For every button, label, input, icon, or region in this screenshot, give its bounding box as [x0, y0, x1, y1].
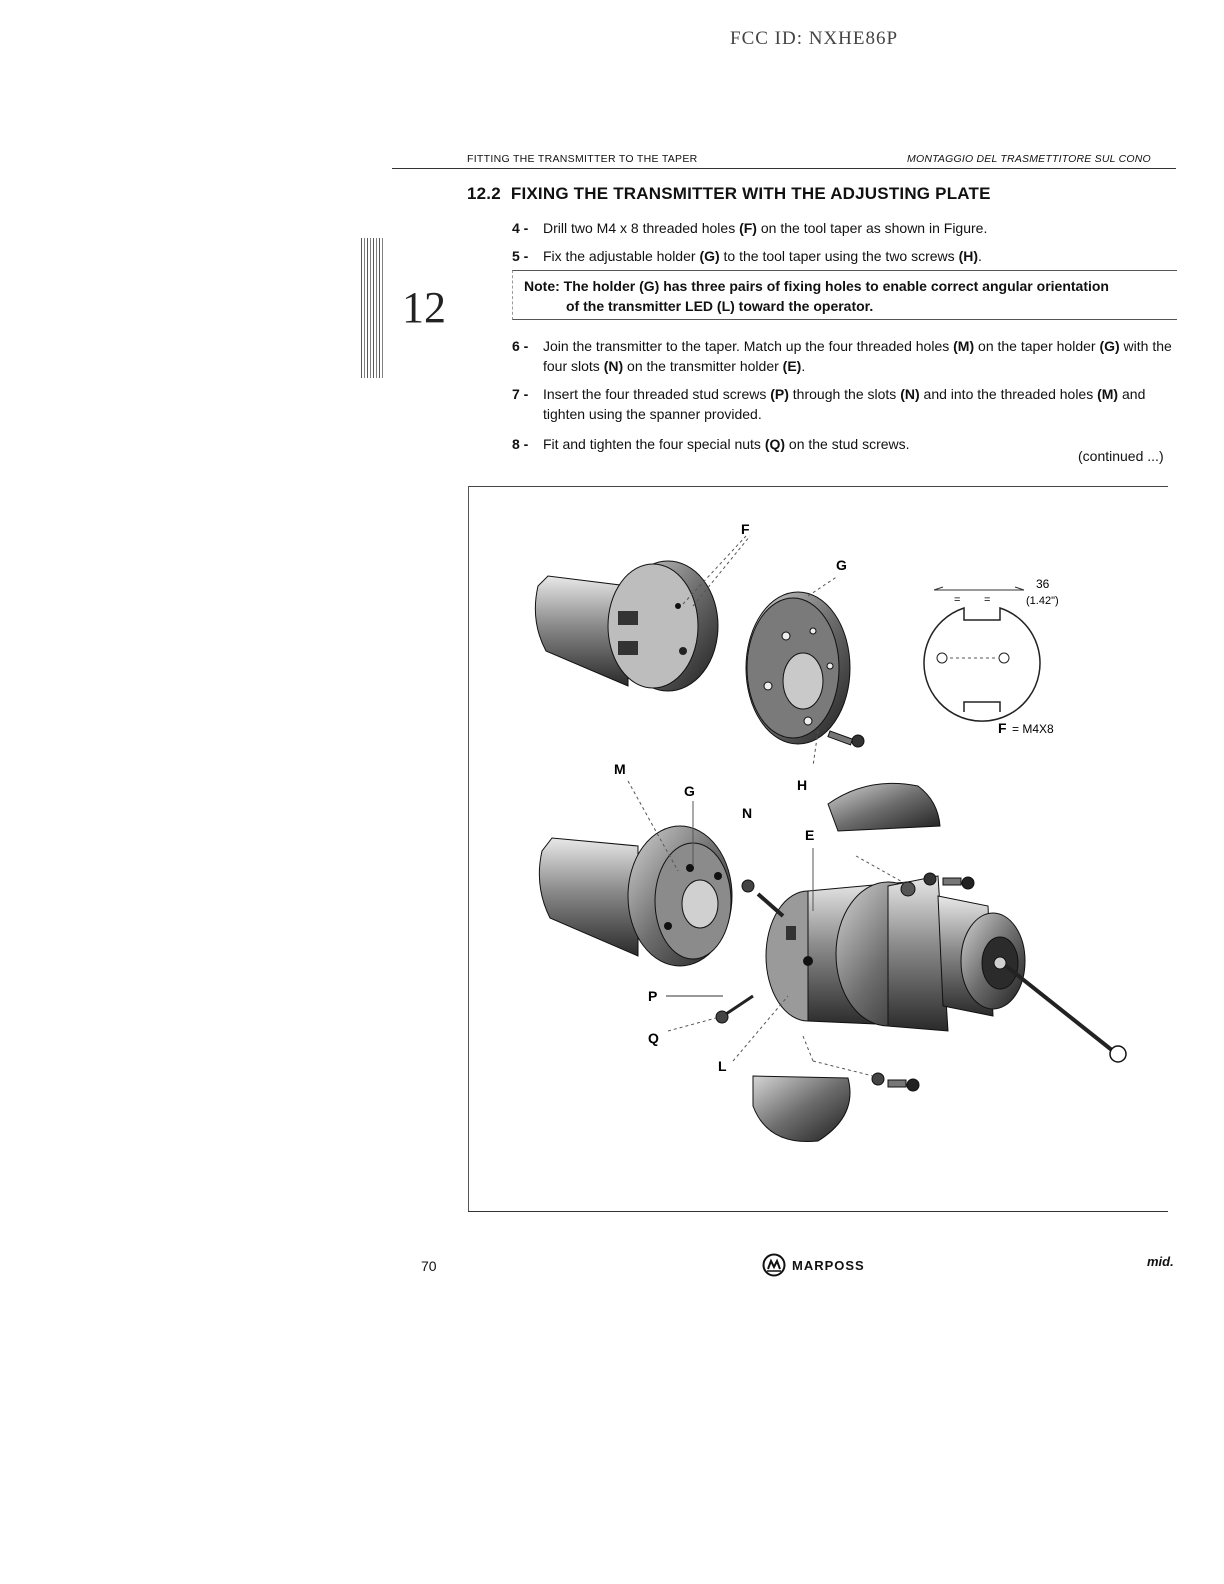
step-number: 5 - [512, 248, 529, 264]
continued-note: (continued ...) [1078, 448, 1164, 464]
section-title [467, 184, 991, 204]
top-shell-cover [828, 783, 940, 831]
label-f: F [741, 521, 750, 537]
step-text: Fix the adjustable holder (G) to the tool taper using the two screws (H). [543, 248, 982, 264]
step-number: 8 - [512, 436, 529, 452]
step-5 [512, 246, 1182, 266]
note-line-2: of the transmitter LED (L) toward the operator. [566, 298, 874, 314]
section-heading: FIXING THE TRANSMITTER WITH THE ADJUSTING PLATE [510, 184, 991, 203]
top-tool-taper [535, 561, 718, 691]
exploded-assembly-figure [468, 486, 1168, 1212]
hole-detail-drawing [924, 577, 1059, 736]
dimension-mm: 36 [1036, 577, 1050, 591]
bottom-tool-taper [539, 826, 732, 966]
label-n: N [742, 805, 753, 821]
label-l: L [718, 1058, 727, 1074]
header-rule [392, 168, 1176, 169]
label-q: Q [648, 1030, 659, 1046]
detail-f-spec: = M4X8 [1012, 722, 1054, 736]
step-number: 6 - [512, 338, 529, 354]
step-text: Insert the four threaded stud screws (P) through the slots (N) and into the threaded holes (M) and tighten using the spanner provided. [543, 386, 1146, 422]
step-text: Fit and tighten the four special nuts (Q) on the stud screws. [543, 436, 910, 452]
note-line-1: Note: The holder (G) has three pairs of fixing holes to enable correct angular orientation [524, 278, 1109, 294]
section-number: 12.2 [467, 184, 501, 203]
label-m: M [614, 761, 626, 777]
step-4 [512, 218, 1182, 238]
bottom-shell-cover [753, 1076, 850, 1142]
step-text: Join the transmitter to the taper. Match up the four threaded holes (M) on the taper holder (G) with the four slots (N) on the transmitter holder (E). [543, 338, 1172, 374]
running-header-english: FITTING THE TRANSMITTER TO THE TAPER [467, 153, 698, 165]
transmitter-body [766, 876, 1126, 1062]
running-header-italian: MONTAGGIO DEL TRASMETTITORE SUL CONO [907, 153, 1151, 165]
brand-name: MARPOSS [792, 1257, 865, 1273]
footer-code: mid. [1147, 1254, 1174, 1269]
adjusting-plate [746, 592, 850, 744]
equal-mark-left: = [954, 594, 961, 606]
label-g-bottom: G [684, 783, 695, 799]
equal-mark-right: = [984, 594, 991, 606]
step-text: Drill two M4 x 8 threaded holes (F) on the tool taper as shown in Figure. [543, 220, 988, 236]
chapter-number: 12 [402, 283, 446, 332]
step-8 [512, 434, 1052, 454]
label-g-top: G [836, 557, 847, 573]
label-h: H [797, 777, 808, 793]
label-e: E [805, 827, 815, 843]
page-number: 70 [421, 1258, 437, 1274]
brand-logo [762, 1253, 865, 1277]
chapter-side-tab [361, 238, 383, 378]
step-7 [512, 384, 1182, 424]
detail-f-label: F [998, 720, 1007, 736]
fcc-id: FCC ID: NXHE86P [730, 28, 899, 49]
marposs-logo-icon [762, 1253, 786, 1277]
step-number: 4 - [512, 220, 529, 236]
screw-h [828, 731, 864, 747]
label-p: P [648, 988, 658, 1004]
dimension-inch: (1.42") [1026, 595, 1059, 607]
step-6 [512, 336, 1182, 376]
note-text [524, 276, 1174, 316]
step-number: 7 - [512, 386, 529, 402]
